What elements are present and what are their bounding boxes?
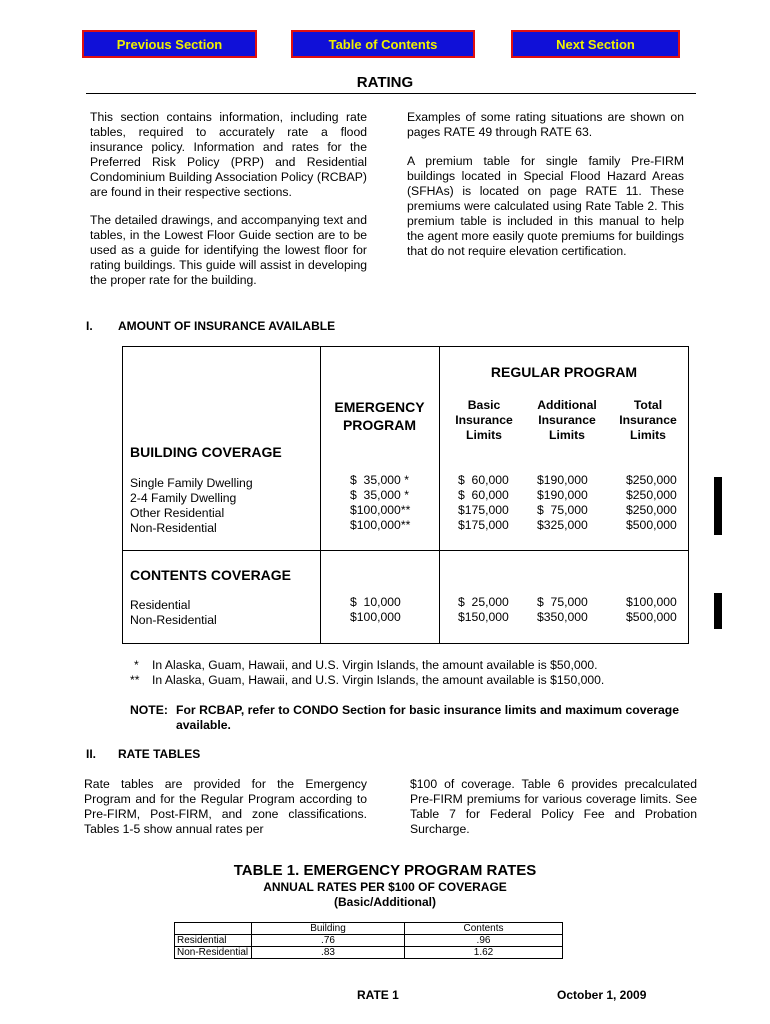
basic-limits-header-line3: Limits [466, 428, 502, 442]
contents-emergency-value: $100,000 [350, 610, 401, 624]
building-rate: .76 [252, 935, 405, 947]
intro-right-paragraph-1: Examples of some rating situations are shown on pages RATE 49 through RATE 63. [407, 110, 684, 139]
building-basic-value: $ 60,000 [458, 473, 509, 487]
page-number: RATE 1 [357, 988, 399, 1002]
table-of-contents-button[interactable]: Table of Contents [291, 30, 475, 58]
contents-emergency-value: $ 10,000 [350, 595, 401, 609]
building-emergency-value: $ 35,000 * [350, 473, 409, 487]
table-row [175, 935, 563, 947]
table-1-subtitle-2: (Basic/Additional) [333, 895, 436, 909]
row-label: Non-Residential [175, 947, 252, 959]
table-1-title: TABLE 1. EMERGENCY PROGRAM RATES [233, 862, 537, 879]
building-additional-value: $325,000 [537, 518, 588, 532]
building-column-header: Building [252, 923, 405, 935]
building-additional-value: $ 75,000 [537, 503, 588, 517]
table-cell [175, 923, 252, 935]
footnote-text: In Alaska, Guam, Hawaii, and U.S. Virgin Islands, the amount available is $50,000. [152, 658, 598, 672]
contents-row-label: Residential [130, 598, 191, 612]
next-section-button[interactable]: Next Section [511, 30, 680, 58]
contents-rate: 1.62 [405, 947, 563, 959]
building-rate: .83 [252, 947, 405, 959]
building-total-value: $500,000 [626, 518, 677, 532]
regular-program-header: REGULAR PROGRAM [490, 364, 638, 380]
table-1-subtitle: ANNUAL RATES PER $100 OF COVERAGE [263, 880, 507, 894]
building-row-label: 2-4 Family Dwelling [130, 491, 237, 505]
building-total-value: $250,000 [626, 488, 677, 502]
contents-basic-value: $ 25,000 [458, 595, 509, 609]
change-bar [714, 593, 722, 629]
section-2-title: RATE TABLES [118, 747, 201, 761]
basic-limits-header-line2: Insurance [455, 413, 513, 427]
building-additional-value: $190,000 [537, 488, 588, 502]
contents-column-header: Contents [405, 923, 563, 935]
contents-coverage-heading: CONTENTS COVERAGE [130, 567, 292, 583]
contents-total-value: $500,000 [626, 610, 677, 624]
building-additional-value: $190,000 [537, 473, 588, 487]
emergency-program-header-line2: PROGRAM [342, 417, 417, 433]
total-limits-header-line1: Total [633, 398, 663, 412]
contents-additional-value: $350,000 [537, 610, 588, 624]
contents-additional-value: $ 75,000 [537, 595, 588, 609]
title-divider [86, 93, 696, 94]
note-text: For RCBAP, refer to CONDO Section for basic insurance limits and maximum coverage available. [176, 703, 679, 732]
total-limits-header-line2: Insurance [619, 413, 677, 427]
building-basic-value: $175,000 [458, 503, 509, 517]
note-label: NOTE: [130, 703, 168, 717]
footnote-mark: * [134, 658, 139, 672]
total-limits-header-line3: Limits [630, 428, 666, 442]
previous-section-button[interactable]: Previous Section [82, 30, 257, 58]
additional-limits-header-line1: Additional [537, 398, 597, 412]
table-divider [320, 347, 321, 643]
footnote-mark: ** [130, 673, 140, 687]
contents-basic-value: $150,000 [458, 610, 509, 624]
row-label: Residential [175, 935, 252, 947]
emergency-rates-table [174, 922, 563, 959]
section-2-number: II. [86, 747, 97, 761]
table-row [175, 947, 563, 959]
page-date: October 1, 2009 [557, 988, 647, 1002]
rate-tables-left-paragraph: Rate tables are provided for the Emergency Program and for the Regular Program according to Pre-FIRM, Post-FIRM, and zone classifications. Tables 1-5 show annual rates per [84, 777, 367, 836]
contents-total-value: $100,000 [626, 595, 677, 609]
additional-limits-header-line2: Insurance [538, 413, 596, 427]
basic-limits-header-line1: Basic [467, 398, 501, 412]
change-bar [714, 477, 722, 535]
intro-left-paragraph-2: The detailed drawings, and accompanying text and tables, in the Lowest Floor Guide section are to be used as a guide for identifying the lowest floor for rating buildings. This guide will assist in developing the proper rate for the building. [90, 213, 367, 287]
table-header-row [175, 923, 563, 935]
emergency-program-header-line1: EMERGENCY [334, 399, 425, 415]
intro-left-paragraph-1: This section contains information, including rate tables, required to accurately rate a flood insurance policy. Information and rates for the Preferred Risk Policy (PRP) and Residential Condominium Building Association Policy (RCBAP) are found in their respective sections. [90, 110, 367, 199]
footnote-text: In Alaska, Guam, Hawaii, and U.S. Virgin Islands, the amount available is $150,000. [152, 673, 605, 687]
building-basic-value: $175,000 [458, 518, 509, 532]
section-1-title: AMOUNT OF INSURANCE AVAILABLE [118, 319, 336, 333]
table-divider [439, 347, 440, 643]
building-emergency-value: $100,000** [350, 518, 411, 532]
intro-right-paragraph-2: A premium table for single family Pre-FIRM buildings located in Special Flood Hazard Areas (SFHAs) is located on page RATE 11. These premiums were calculated using Rate Table 2. This premium table is included in this manual to help the agent more easily quote premiums for buildings that do not require elevation certification. [407, 154, 684, 258]
additional-limits-header-line3: Limits [549, 428, 585, 442]
building-total-value: $250,000 [626, 503, 677, 517]
contents-rate: .96 [405, 935, 563, 947]
rate-tables-right-paragraph: $100 of coverage. Table 6 provides precalculated Pre-FIRM premiums for various coverage limits. See Table 7 for Federal Policy Fee and Probation Surcharge. [410, 777, 697, 836]
building-total-value: $250,000 [626, 473, 677, 487]
contents-row-label: Non-Residential [130, 613, 217, 627]
building-coverage-heading: BUILDING COVERAGE [130, 444, 282, 460]
building-row-label: Other Residential [130, 506, 225, 520]
amount-of-insurance-table [122, 346, 689, 644]
building-row-label: Single Family Dwelling [130, 476, 253, 490]
building-row-label: Non-Residential [130, 521, 217, 535]
table-divider [123, 550, 688, 551]
section-1-number: I. [86, 319, 93, 333]
building-emergency-value: $ 35,000 * [350, 488, 409, 502]
page-title: RATING [356, 74, 414, 91]
building-basic-value: $ 60,000 [458, 488, 509, 502]
building-emergency-value: $100,000** [350, 503, 411, 517]
